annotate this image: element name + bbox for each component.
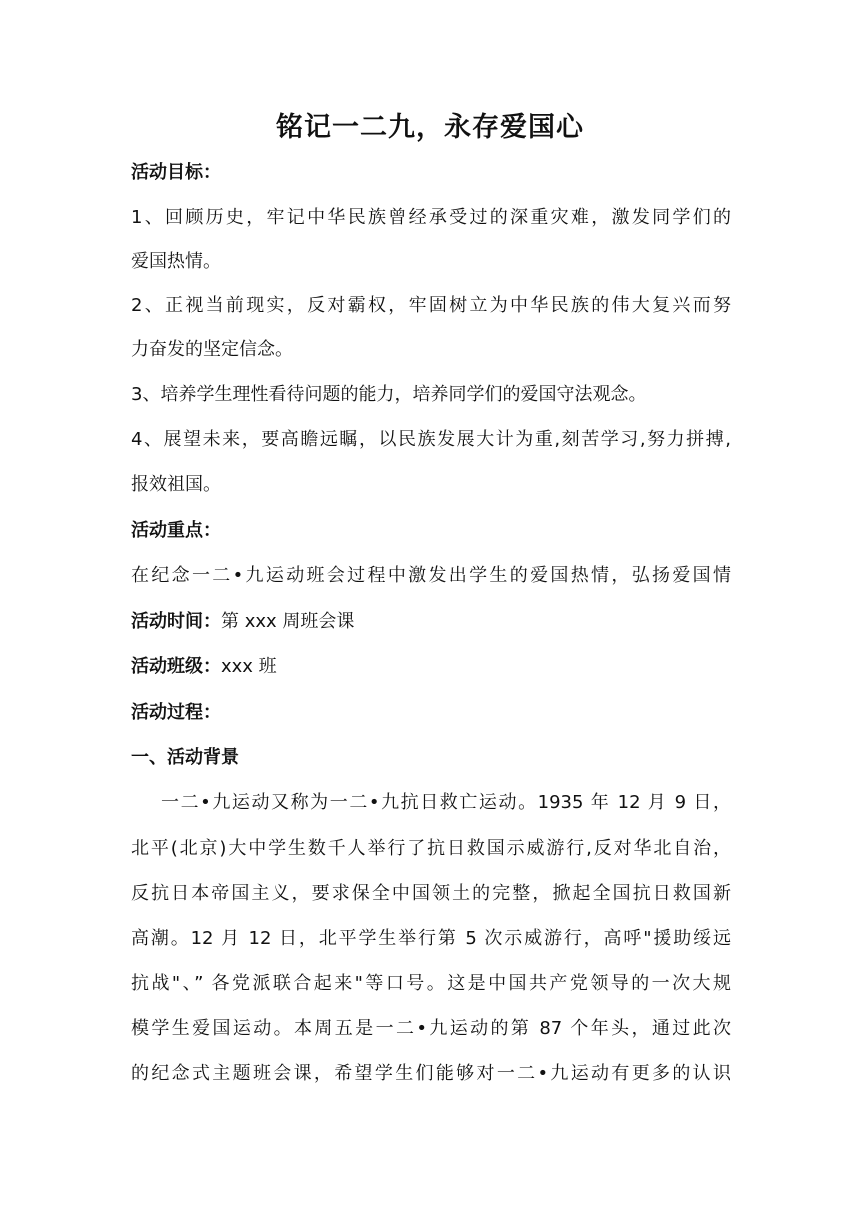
goal-item-2-line-1: 2、正视当前现实，反对霸权，牢固树立为中华民族的伟大复兴而努 [131, 295, 731, 316]
background-paragraph-line-6: 模学生爱国运动。本周五是一二•九运动的第 87 个年头，通过此次 [131, 1018, 731, 1039]
focus-text: 在纪念一二•九运动班会过程中激发出学生的爱国热情，弘扬爱国情 [131, 565, 731, 586]
background-paragraph-line-2: 北平(北京)大中学生数千人举行了抗日救国示威游行,反对华北自治， [131, 838, 731, 859]
goal-item-4-line-2: 报效祖国。 [131, 474, 221, 495]
background-paragraph-line-7: 的纪念式主题班会课，希望学生们能够对一二•九运动有更多的认识 [131, 1063, 731, 1084]
background-paragraph-line-1: 一二•九运动又称为一二•九抗日救亡运动。1935 年 12 月 9 日， [161, 792, 731, 813]
time-value: 第 xxx 周班会课 [221, 611, 355, 632]
goals-heading: 活动目标： [131, 162, 221, 183]
time-label: 活动时间： [131, 611, 221, 632]
class-label: 活动班级： [131, 656, 221, 677]
class-row [131, 652, 731, 682]
document-title: 铭记一二九，永存爱国心 [276, 112, 584, 143]
background-heading: 一、活动背景 [131, 747, 239, 768]
class-value: xxx 班 [221, 656, 277, 677]
background-paragraph-line-4: 高潮。12 月 12 日，北平学生举行第 5 次示威游行，高呼"援助绥远 [131, 928, 731, 949]
goal-item-4-line-1: 4、展望未来，要高瞻远瞩，以民族发展大计为重,刻苦学习,努力拼搏, [131, 429, 731, 450]
goal-item-1-line-2: 爱国热情。 [131, 251, 221, 272]
goal-item-3: 3、培养学生理性看待问题的能力，培养同学们的爱国守法观念。 [131, 384, 647, 405]
background-paragraph-line-3: 反抗日本帝国主义，要求保全中国领土的完整，掀起全国抗日救国新 [131, 883, 731, 904]
goal-item-1-line-1: 1、回顾历史，牢记中华民族曾经承受过的深重灾难，激发同学们的 [131, 207, 731, 228]
goal-item-2-line-2: 力奋发的坚定信念。 [131, 339, 293, 360]
focus-heading: 活动重点： [131, 520, 221, 541]
time-row [131, 607, 731, 637]
background-paragraph-line-5: 抗战"、” 各党派联合起来"等口号。这是中国共产党领导的一次大规 [131, 973, 731, 994]
process-heading: 活动过程： [131, 702, 221, 723]
